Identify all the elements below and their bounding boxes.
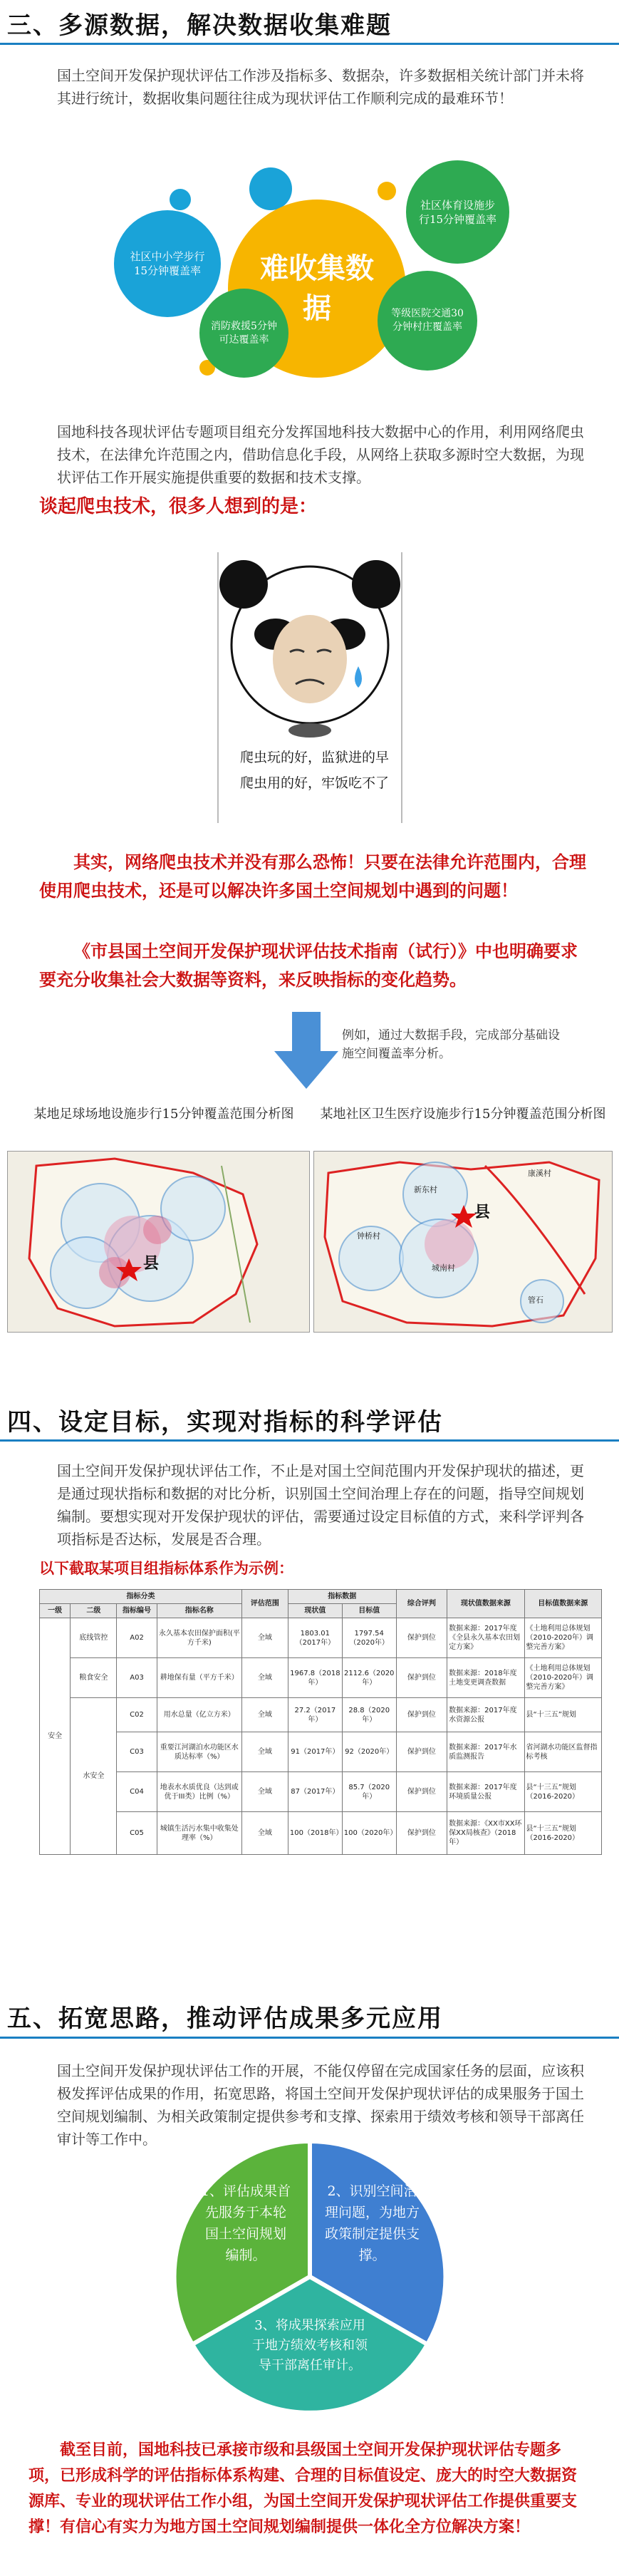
small-bubble	[170, 189, 191, 210]
cell-current: 91（2017年）	[288, 1732, 342, 1772]
section5-body: 国土空间开发保护现状评估工作的开展，不能仅停留在完成国家任务的层面，应该积极发挥评估成果的作用，拓宽思路，将国土空间开发保护现状评估的成果服务于国土空间规划编制、为相关政策制定提供参考和支撑、探索用于绩效考核和领导干部离任审计等工作中。	[57, 2062, 584, 2148]
table-heading: 以下截取某项目组指标体系作为示例：	[39, 1559, 293, 1577]
cell-current: 27.2（2017年）	[288, 1698, 342, 1732]
panda-face-image	[219, 552, 401, 738]
cell-code: C04	[117, 1772, 157, 1812]
cell-target-source: 省河湖水功能区监督指标考核	[524, 1732, 601, 1772]
crawler-heading: 谈起爬虫技术，很多人想到的是：	[39, 496, 318, 517]
section3-divider	[0, 43, 619, 45]
panda-meme	[217, 552, 402, 823]
cell-judge: 保护到位	[396, 1772, 447, 1812]
cell-scope: 全域	[241, 1732, 288, 1772]
cell-scope: 全域	[241, 1658, 288, 1698]
map-place-label: 管石	[528, 1295, 543, 1305]
cell-target: 28.8（2020年）	[342, 1698, 396, 1732]
meme-caption-line2: 爬虫用的好，牢饭吃不了	[240, 775, 390, 791]
bubble-hospital-access: 等级医院交通30分钟村庄覆盖率	[378, 271, 477, 371]
map-left-football	[7, 1151, 310, 1333]
cell-scope: 全域	[241, 1618, 288, 1658]
cell-current: 87（2017年）	[288, 1772, 342, 1812]
application-circle-diagram	[171, 2138, 449, 2416]
section4-title: 四、设定目标，实现对指标的科学评估	[7, 1408, 443, 1437]
section3-intro: 国土空间开发保护现状评估工作涉及指标多、数据杂，许多数据相关统计部门并未将其进行统计，数据收集问题往往成为现状评估工作顺利完成的最难环节！	[57, 67, 584, 107]
cell-name: 重要江河湖泊水功能区水质达标率（%）	[157, 1732, 241, 1772]
th-name: 指标名称	[157, 1604, 241, 1618]
arrow-note: 例如，通过大数据手段，完成部分基础设施空间覆盖率分析。	[342, 1028, 560, 1061]
cell-judge: 保护到位	[396, 1658, 447, 1698]
cell-target-source: 《土地利用总体规划（2010-2020年）调整完善方案》	[524, 1658, 601, 1698]
map-left-caption: 某地足球场地设施步行15分钟覆盖范围分析图	[33, 1107, 294, 1122]
cell-judge: 保护到位	[396, 1618, 447, 1658]
cell-target: 2112.6（2020年）	[342, 1658, 396, 1698]
th-target: 目标值	[342, 1604, 396, 1618]
map-place-label: 城南村	[432, 1263, 455, 1273]
cell-target: 85.7（2020年）	[342, 1772, 396, 1812]
cell-judge: 保护到位	[396, 1698, 447, 1732]
cell-current: 1803.01（2017年）	[288, 1618, 342, 1658]
map-place-label: 钟桥村	[357, 1231, 380, 1241]
section3-title: 三、多源数据，解决数据收集难题	[7, 11, 392, 40]
map-right-county-label: 县	[474, 1203, 491, 1221]
cell-name: 用水总量（亿立方米）	[157, 1698, 241, 1732]
map-place-label: 康溪村	[528, 1169, 551, 1178]
th-target-source: 目标值数据来源	[524, 1590, 601, 1618]
circle-bottom-text: 3、将成果探索应用于地方绩效考核和领导干部离任审计。	[252, 2318, 368, 2373]
indicator-table	[39, 1589, 602, 1855]
cell-source: 数据来源：《XX市XX环保XX局核查》（2018年）	[447, 1812, 524, 1855]
cell-code: A03	[117, 1658, 157, 1698]
th-level1: 一级	[40, 1604, 71, 1618]
th-category: 指标分类	[40, 1590, 242, 1604]
table-row	[40, 1732, 602, 1772]
map-left-county-label: 县	[143, 1254, 160, 1273]
th-current: 现状值	[288, 1604, 342, 1618]
small-bubble	[378, 182, 396, 200]
cell-name: 城镇生活污水集中收集处理率（%）	[157, 1812, 241, 1855]
bubble-fire-rescue: 消防救援5分钟可达覆盖率	[199, 289, 288, 378]
table-row	[40, 1658, 602, 1698]
cell-scope: 全域	[241, 1812, 288, 1855]
cell-level1: 安全	[40, 1618, 71, 1855]
map-place-label: 新东村	[414, 1185, 437, 1194]
cell-source: 数据来源：2017年水质监测报告	[447, 1732, 524, 1772]
cell-code: C03	[117, 1732, 157, 1772]
th-data: 指标数据	[288, 1590, 396, 1604]
cell-target: 100（2020年）	[342, 1812, 396, 1855]
th-level2: 二级	[71, 1604, 117, 1618]
th-scope: 评估范围	[241, 1590, 288, 1618]
cell-judge: 保护到位	[396, 1732, 447, 1772]
bubble-hard-data: 难收集数据	[228, 200, 406, 378]
cell-target-source: 县“十三五”规划（2016-2020）	[524, 1772, 601, 1812]
cell-source: 数据来源：2018年度土地变更调查数据	[447, 1658, 524, 1698]
cell-source: 数据来源：2017年度《全县永久基本农田划定方案》	[447, 1618, 524, 1658]
section5-divider	[0, 2037, 619, 2039]
th-judge: 综合评判	[396, 1590, 447, 1618]
cell-code: C02	[117, 1698, 157, 1732]
cell-level2: 水安全	[71, 1698, 117, 1855]
cell-level2: 底线管控	[71, 1618, 117, 1658]
table-row	[40, 1618, 602, 1658]
cell-judge: 保护到位	[396, 1812, 447, 1855]
cell-target-source: 县“十三五”规划	[524, 1698, 601, 1732]
cell-source: 数据来源：2017年度环境质量公报	[447, 1772, 524, 1812]
emphasis-guideline: 《市县国土空间开发保护现状评估技术指南（试行）》中也明确要求要充分收集社会大数据等资料，来反映指标的变化趋势。	[39, 941, 578, 990]
map-right-caption: 某地社区卫生医疗设施步行15分钟覆盖范围分析图	[320, 1107, 606, 1122]
cell-target: 1797.54（2020年）	[342, 1618, 396, 1658]
emphasis-crawler-legal: 其实，网络爬虫技术并没有那么恐怖！只要在法律允许范围内，合理使用爬虫技术，还是可以解决许多国土空间规划中遇到的问题！	[39, 852, 586, 901]
cell-code: A02	[117, 1618, 157, 1658]
closing-statement: 截至目前，国地科技已承接市级和县级国土空间开发保护现状评估专题多项，已形成科学的评估指标体系构建、合理的目标值设定、庞大的时空大数据资源库、专业的现状评估工作小组，为国土空间开发保护现状评估工作提供重要支撑！有信心有实力为地方国土空间规划编制提供一体化全方位解决方案！	[28, 2441, 578, 2536]
th-source: 现状值数据来源	[447, 1590, 524, 1618]
cell-level2: 粮食安全	[71, 1658, 117, 1698]
cell-name: 耕地保有量（平方千米）	[157, 1658, 241, 1698]
cell-current: 100（2018年）	[288, 1812, 342, 1855]
table-row	[40, 1772, 602, 1812]
section3-body: 国地科技各现状评估专题项目组充分发挥国地科技大数据中心的作用，利用网络爬虫技术，在法律允许范围之内，借助信息化手段，从网络上获取多源时空大数据，为现状评估工作开展实施提供重要的数据和技术支撑。	[57, 423, 584, 486]
small-bubble	[249, 167, 292, 210]
section5-title: 五、拓宽思路，推动评估成果多元应用	[7, 2005, 443, 2033]
cell-target-source: 《土地利用总体规划（2010-2020年）调整完善方案》	[524, 1618, 601, 1658]
circle-right-text: 2、识别空间治理问题，为地方政策制定提供支撑。	[324, 2183, 420, 2263]
table-row	[40, 1812, 602, 1855]
section4-body: 国土空间开发保护现状评估工作，不止是对国土空间范围内开发保护现状的描述，更是通过现状指标和数据的对比分析，识别国土空间治理上存在的问题，指导空间规划编制。要想实现对开发保护现状的评估，需要通过设定目标值的方式，来科学评判各项指标是否达标，发展是否合理。	[57, 1462, 584, 1548]
map-right-clinic	[313, 1151, 613, 1333]
cell-target: 92（2020年）	[342, 1732, 396, 1772]
data-difficulty-diagram	[93, 146, 527, 403]
cell-target-source: 县“十三五”规划（2016-2020）	[524, 1812, 601, 1855]
circle-left-text: 1、评估成果首先服务于本轮国土空间规划编制。	[200, 2183, 291, 2263]
cell-scope: 全域	[241, 1772, 288, 1812]
down-arrow-icon	[274, 1012, 338, 1090]
cell-name: 地表水水质优良（达到或优于III类）比例（%）	[157, 1772, 241, 1812]
cell-source: 数据来源：2017年度水资源公报	[447, 1698, 524, 1732]
section4-divider	[0, 1439, 619, 1442]
cell-current: 1967.8（2018年）	[288, 1658, 342, 1698]
cell-name: 永久基本农田保护面积(平方千米)	[157, 1618, 241, 1658]
cell-code: C05	[117, 1812, 157, 1855]
bubble-school-coverage: 社区中小学步行15分钟覆盖率	[114, 210, 221, 317]
bubble-sports-coverage: 社区体育设施步行15分钟覆盖率	[406, 160, 509, 264]
th-code: 指标编号	[117, 1604, 157, 1618]
cell-scope: 全域	[241, 1698, 288, 1732]
meme-caption-line1: 爬虫玩的好，监狱进的早	[240, 750, 390, 765]
table-row	[40, 1698, 602, 1732]
